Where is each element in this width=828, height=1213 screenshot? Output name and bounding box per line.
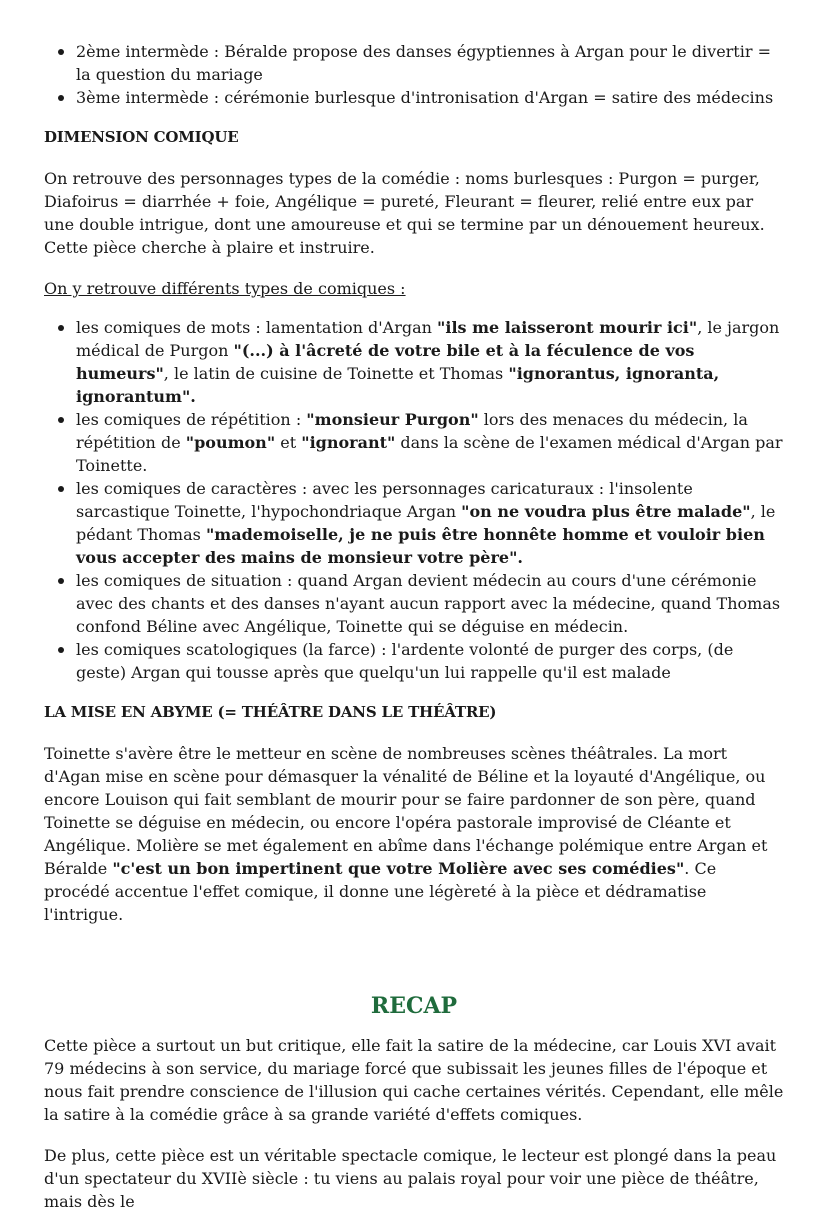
list-item-situation: les comiques de situation : quand Argan devient médecin au cours d'une cérémonie avec des chants et des danses n'ayant aucun rapport avec la médecine, quand Thomas confond Béline avec Angélique, Toinette qui se déguise en médecin. (44, 569, 784, 638)
recap-paragraph-2: De plus, cette pièce est un véritable spectacle comique, le lecteur est plongé dans la peau d'un spectateur du XVIIè siècle : tu viens au palais royal pour voir une pièce de théâtre, mais dès le (44, 1146, 777, 1211)
section-heading-comique: DIMENSION COMIQUE (44, 128, 239, 146)
comique-types-list (44, 316, 784, 684)
section-heading-abyme: LA MISE EN ABYME (= THÉÂTRE DANS LE THÉÂTRE) (44, 703, 497, 721)
list-item: 2ème intermède : Béralde propose des danses égyptiennes à Argan pour le divertir = la question du mariage (44, 40, 784, 86)
intermedes-list (44, 40, 784, 109)
recap-title: RECAP (370, 993, 458, 1019)
list-item-mots: les comiques de mots : lamentation d'Argan "ils me laisseront mourir ici", le jargon médical de Purgon "(...) à l'âcreté de votre bile et à la féculence de vos humeurs", le latin de cuisine de Toinette et Thomas "ignorantus, ignoranta, ignorantum". (44, 316, 784, 408)
list-item-caracteres: les comiques de caractères : avec les personnages caricaturaux : l'insolente sarcastique Toinette, l'hypochondriaque Argan "on ne voudra plus être malade", le pédant Thomas "mademoiselle, je ne puis être honnête homme et vouloir bien vous accepter des mains de monsieur votre père". (44, 477, 784, 569)
abyme-paragraph: Toinette s'avère être le metteur en scène de nombreuses scènes théâtrales. La mort d'Agan mise en scène pour démasquer la vénalité de Béline et la loyauté d'Angélique, ou encore Louison qui fait semblant de mourir pour se faire pardonner de son père, quand Toinette se déguise en médecin, ou encore l'opéra pastorale improvisé de Cléante et Angélique. Molière se met également en abîme dans l'échange polémique entre Argan et Béralde "c'est un bon impertinent que votre Molière avec ses comédies". Ce procédé accentue l'effet comique, il donne une légèreté à la pièce et dédramatise l'intrigue. (44, 744, 768, 924)
list-item: 3ème intermède : cérémonie burlesque d'intronisation d'Argan = satire des médecins (44, 86, 784, 109)
list-item-repetition: les comiques de répétition : "monsieur Purgon" lors des menaces du médecin, la répétition de "poumon" et "ignorant" dans la scène de l'examen médical d'Argan par Toinette. (44, 408, 784, 477)
comique-subheading: On y retrouve différents types de comiques : (44, 279, 406, 298)
recap-paragraph-1: Cette pièce a surtout un but critique, elle fait la satire de la médecine, car Louis XVI avait 79 médecins à son service, du mariage forcé que subissait les jeunes filles de l'époque et nous fait prendre conscience de l'illusion qui cache certaines vérités. Cependant, elle mêle la satire à la comédie grâce à sa grande variété d'effets comiques. (44, 1036, 784, 1124)
comique-paragraph: On retrouve des personnages types de la comédie : noms burlesques : Purgon = purger, Diafoirus = diarrhée + foie, Angélique = pureté, Fleurant = fleurer, relié entre eux par une double intrigue, dont une amoureuse et qui se termine par un dénouement heureux. Cette pièce cherche à plaire et instruire. (44, 169, 765, 257)
list-item-scatologiques: les comiques scatologiques (la farce) : l'ardente volonté de purger des corps, (de geste) Argan qui tousse après que quelqu'un lui rappelle qu'il est malade (44, 638, 784, 684)
